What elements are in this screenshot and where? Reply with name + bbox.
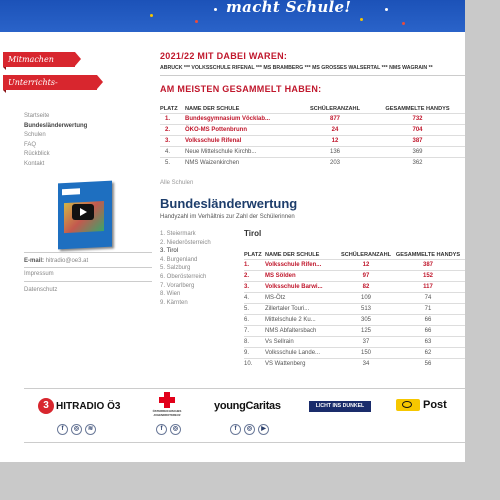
email-label: E-mail: bbox=[24, 258, 45, 264]
confetti-icon bbox=[360, 18, 363, 21]
redcross-label: ÖSTERREICHISCHES JUGENDROTKREUZ bbox=[152, 409, 182, 417]
col-pupils: SCHÜLERANZAHL bbox=[309, 105, 361, 112]
facebook-icon[interactable]: f bbox=[230, 424, 241, 435]
instagram-icon[interactable]: ◎ bbox=[244, 424, 255, 435]
unterrichtsmaterialien-label: Unterrichts-Materialien bbox=[8, 78, 58, 102]
instagram-icon[interactable]: ◎ bbox=[71, 424, 82, 435]
col-place: PLATZ bbox=[160, 105, 178, 112]
caritas-socials bbox=[230, 424, 269, 435]
all-schools-link[interactable]: Alle Schulen bbox=[160, 180, 194, 186]
hero-title: macht Schule! bbox=[226, 0, 352, 16]
state-item[interactable]: 6. Oberösterreich bbox=[160, 273, 207, 280]
col-place: PLATZ bbox=[244, 251, 262, 258]
nav-rueckblick[interactable]: Rückblick bbox=[24, 151, 50, 157]
state-ranking-subtitle: Handyzahl im Verhältnis zur Zahl der Schülerinnen bbox=[160, 214, 295, 220]
play-icon[interactable] bbox=[72, 204, 94, 220]
unterrichtsmaterialien-button[interactable] bbox=[3, 75, 97, 102]
state-list bbox=[160, 230, 211, 307]
confetti-icon bbox=[150, 14, 153, 17]
nav-schulen[interactable]: Schulen bbox=[24, 132, 46, 138]
instagram-icon[interactable]: ◎ bbox=[170, 424, 181, 435]
post-label: Post bbox=[423, 399, 447, 411]
footer-divider bbox=[24, 388, 465, 389]
state-item[interactable]: 7. Vorarlberg bbox=[160, 282, 195, 289]
table-header bbox=[160, 104, 465, 114]
mitmachen-label: Mitmachen bbox=[8, 55, 54, 64]
confetti-icon bbox=[214, 8, 217, 11]
table-row[interactable]: 4. MS-Ötz 109 74 bbox=[244, 293, 465, 304]
licht-ins-dunkel-logo[interactable]: LICHT INS DUNKEL bbox=[309, 401, 371, 412]
state-item[interactable]: 4. Burgenland bbox=[160, 256, 198, 263]
youtube-icon[interactable]: ▶ bbox=[258, 424, 269, 435]
divider bbox=[24, 267, 152, 268]
state-item[interactable]: 1. Steiermark bbox=[160, 231, 196, 237]
table-row[interactable]: 5. NMS Waizenkirchen 203 362 bbox=[160, 158, 465, 169]
spotify-icon[interactable]: ≋ bbox=[85, 424, 96, 435]
state-item[interactable]: 5. Salzburg bbox=[160, 265, 191, 272]
red-cross-icon bbox=[159, 392, 175, 408]
footer-bottom-divider bbox=[24, 442, 465, 443]
col-phones: GESAMMELTE HANDYS bbox=[385, 105, 450, 112]
table-row[interactable]: 4. Neue Mittelschule Kirchb... 136 369 bbox=[160, 147, 465, 158]
col-name: NAME DER SCHULE bbox=[265, 251, 320, 258]
hitradio-icon: 3 bbox=[38, 398, 54, 414]
col-name: NAME DER SCHULE bbox=[185, 105, 240, 112]
caritas-logo[interactable]: youngCaritas bbox=[214, 400, 281, 412]
mitmachen-button[interactable] bbox=[3, 52, 75, 67]
table-row[interactable]: 3. Volksschule Rifenal 12 387 bbox=[160, 136, 465, 147]
nav-startseite[interactable]: Startseite bbox=[24, 113, 50, 119]
participants-heading: 2021/22 MIT DABEI WAREN: bbox=[160, 51, 288, 61]
hitradio-socials bbox=[57, 424, 96, 435]
state-ranking-table bbox=[244, 250, 465, 369]
divider bbox=[24, 281, 152, 282]
table-row[interactable]: 2. MS Sölden 97 152 bbox=[244, 271, 465, 282]
datenschutz-link[interactable]: Datenschutz bbox=[24, 287, 58, 293]
table-row[interactable]: 10. VS Wattenberg 34 56 bbox=[244, 359, 465, 370]
table-row[interactable]: 5. Zillertaler Touri... 513 71 bbox=[244, 304, 465, 315]
confetti-icon bbox=[402, 22, 405, 25]
state-ranking-title: Bundesländerwertung bbox=[160, 196, 298, 211]
divider bbox=[160, 75, 465, 76]
impressum-link[interactable]: Impressum bbox=[24, 271, 54, 277]
table-row[interactable]: 6. Mittelschule 2 Ku... 305 66 bbox=[244, 315, 465, 326]
video-thumbnail[interactable] bbox=[24, 178, 152, 252]
email-line bbox=[24, 258, 88, 264]
post-logo[interactable] bbox=[396, 399, 447, 411]
divider bbox=[24, 252, 152, 253]
most-collected-heading: AM MEISTEN GESAMMELT HABEN: bbox=[160, 84, 322, 94]
hitradio-logo[interactable] bbox=[38, 398, 120, 414]
nav-faq[interactable]: FAQ bbox=[24, 141, 37, 148]
table-row[interactable]: 8. Vs Sellrain 37 63 bbox=[244, 337, 465, 348]
state-item[interactable]: 8. Wien bbox=[160, 291, 181, 298]
col-pupils: SCHÜLERANZAHL bbox=[341, 251, 392, 258]
nav-kontakt[interactable]: Kontakt bbox=[24, 160, 45, 167]
table-row[interactable]: 1. Volksschule Rifen... 12 387 bbox=[244, 260, 465, 271]
table-row[interactable]: 2. ÖKO-MS Pottenbrunn 24 704 bbox=[160, 125, 465, 136]
state-item[interactable]: 9. Kärnten bbox=[160, 299, 188, 306]
facebook-icon[interactable]: f bbox=[156, 424, 167, 435]
table-row[interactable]: 3. Volksschule Barwi... 82 117 bbox=[244, 282, 465, 293]
post-horn-icon bbox=[396, 399, 420, 411]
table-row[interactable]: 7. NMS Abfaltersbach 125 66 bbox=[244, 326, 465, 337]
redcross-logo[interactable] bbox=[148, 392, 186, 417]
state-item-selected[interactable]: 3. Tirol bbox=[160, 248, 179, 255]
redcross-socials bbox=[156, 424, 181, 435]
hero-banner bbox=[0, 0, 465, 32]
col-phones: GESAMMELTE HANDYS bbox=[395, 251, 461, 258]
sidebar-nav bbox=[24, 112, 87, 169]
facebook-icon[interactable]: f bbox=[57, 424, 68, 435]
confetti-icon bbox=[385, 8, 388, 11]
table-row[interactable]: 1. Bundesgymnasium Vöcklab... 877 732 bbox=[160, 114, 465, 125]
table-row[interactable]: 9. Volksschule Lande... 150 62 bbox=[244, 348, 465, 359]
state-item[interactable]: 2. Niederösterreich bbox=[160, 239, 211, 246]
nav-bundeslaenderwertung[interactable]: Bundesländerwertung bbox=[24, 122, 88, 129]
email-link[interactable]: hitradio@oe3.at bbox=[45, 258, 89, 264]
selected-state-heading: Tirol bbox=[244, 229, 262, 238]
most-collected-table bbox=[160, 104, 465, 168]
participants-ticker: ABRUCK *** VOLKSSCHULE RIFENAL *** MS BRAMBERG *** MS GROSSES WALSERTAL *** NMS WAGRAIN ** bbox=[160, 65, 433, 71]
hitradio-label: HITRADIO Ö3 bbox=[56, 400, 121, 412]
confetti-icon bbox=[195, 20, 198, 23]
table-header bbox=[244, 250, 465, 260]
